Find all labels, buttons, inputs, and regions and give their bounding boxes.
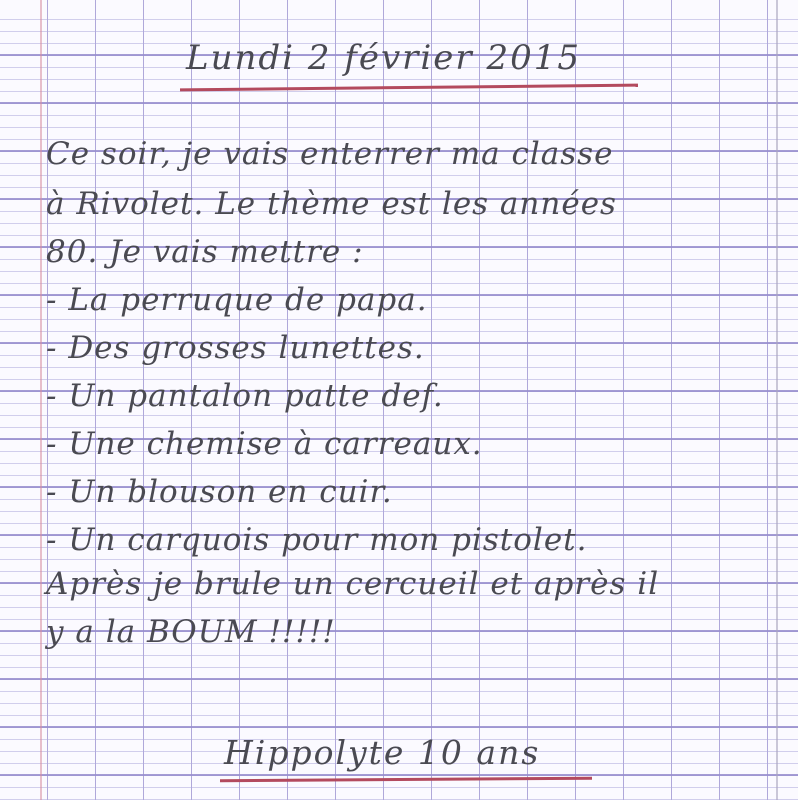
title-underline xyxy=(180,84,638,92)
list-item: - Un pantalon patte def. xyxy=(46,378,444,414)
list-item: - La perruque de papa. xyxy=(46,282,428,318)
signature-underline xyxy=(220,777,592,783)
list-item: - Des grosses lunettes. xyxy=(46,330,425,366)
text-line: à Rivolet. Le thème est les années xyxy=(46,186,617,222)
margin-line xyxy=(40,0,42,800)
list-item: - Un carquois pour mon pistolet. xyxy=(46,522,588,558)
text-line: y a la BOUM !!!!! xyxy=(46,614,336,650)
list-item: - Un blouson en cuir. xyxy=(46,474,393,510)
signature: Hippolyte 10 ans xyxy=(224,733,541,772)
text-line: Après je brule un cercueil et après il xyxy=(46,566,660,602)
page-edge xyxy=(776,0,778,800)
page-title: Lundi 2 février 2015 xyxy=(186,38,582,78)
text-line: 80. Je vais mettre : xyxy=(46,234,364,270)
list-item: - Une chemise à carreaux. xyxy=(46,426,483,462)
text-line: Ce soir, je vais enterrer ma classe xyxy=(46,136,614,172)
